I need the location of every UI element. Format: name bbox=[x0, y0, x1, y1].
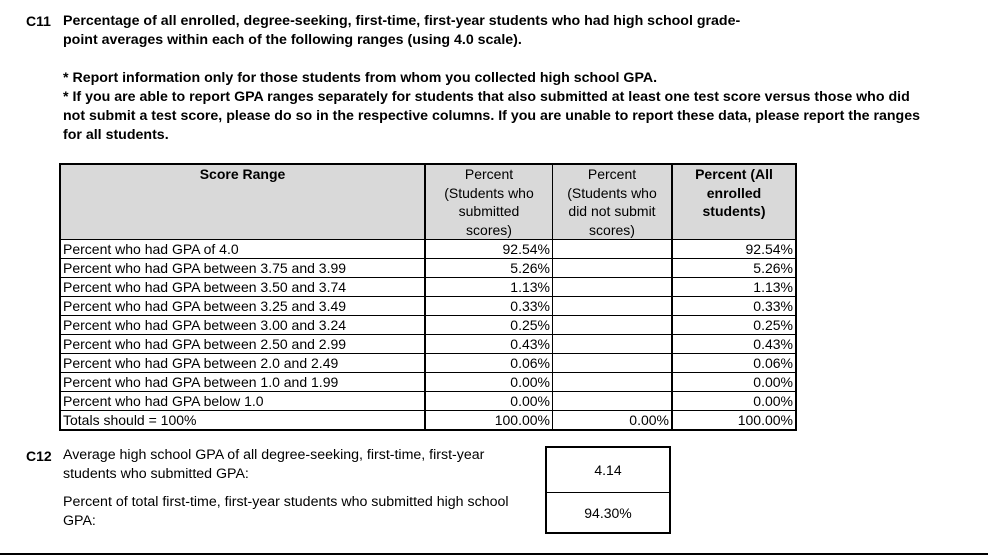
cell-all: 0.06% bbox=[672, 354, 796, 373]
cell-not-submitted bbox=[553, 354, 673, 373]
row-label: Percent who had GPA between 1.0 and 1.99 bbox=[60, 373, 425, 392]
row-label: Percent who had GPA between 3.50 and 3.74 bbox=[60, 278, 425, 297]
row-label: Totals should = 100% bbox=[60, 411, 425, 431]
cell-all: 100.00% bbox=[672, 411, 796, 431]
cell-all: 92.54% bbox=[672, 240, 796, 259]
header-all-students: Percent (All enrolled students) bbox=[672, 164, 796, 240]
section-code-c11: C11 bbox=[26, 13, 51, 29]
cell-not-submitted: 0.00% bbox=[553, 411, 673, 431]
row-label: Percent who had GPA between 3.25 and 3.49 bbox=[60, 297, 425, 316]
table-row-totals bbox=[60, 411, 796, 431]
avg-gpa-value: 4.14 bbox=[594, 462, 622, 478]
table-row bbox=[60, 259, 796, 278]
cell-not-submitted bbox=[553, 259, 673, 278]
c12-avg-line2: students who submitted GPA: bbox=[63, 466, 249, 482]
table-row bbox=[60, 354, 796, 373]
header-score-range: Score Range bbox=[60, 164, 425, 240]
cell-submitted: 0.00% bbox=[425, 373, 553, 392]
table-row bbox=[60, 335, 796, 354]
cell-submitted: 0.33% bbox=[425, 297, 553, 316]
table-header-row bbox=[60, 164, 796, 240]
c11-note2-line3: for all students. bbox=[63, 127, 169, 143]
cell-not-submitted bbox=[553, 297, 673, 316]
header-not-submitted: Percent (Students who did not submit scores) bbox=[553, 164, 673, 240]
c12-pct-line2: GPA: bbox=[63, 513, 96, 529]
cell-all: 0.33% bbox=[672, 297, 796, 316]
cell-not-submitted bbox=[553, 316, 673, 335]
cell-all: 0.00% bbox=[672, 373, 796, 392]
cell-all: 0.25% bbox=[672, 316, 796, 335]
cell-submitted: 100.00% bbox=[425, 411, 553, 431]
table-row bbox=[60, 392, 796, 411]
cell-submitted: 5.26% bbox=[425, 259, 553, 278]
row-label: Percent who had GPA between 2.0 and 2.49 bbox=[60, 354, 425, 373]
cell-all: 1.13% bbox=[672, 278, 796, 297]
row-label: Percent who had GPA of 4.0 bbox=[60, 240, 425, 259]
cell-submitted: 1.13% bbox=[425, 278, 553, 297]
cell-not-submitted bbox=[553, 392, 673, 411]
table-row bbox=[60, 278, 796, 297]
c11-note2-line2: not submit a test score, please do so in the respective columns. If you are unable to report these data, please report the ranges bbox=[63, 108, 920, 124]
cell-not-submitted bbox=[553, 335, 673, 354]
c11-note1: * Report information only for those students from whom you collected high school GPA. bbox=[63, 70, 658, 86]
cell-all: 5.26% bbox=[672, 259, 796, 278]
table-row bbox=[60, 297, 796, 316]
cell-all: 0.00% bbox=[672, 392, 796, 411]
pct-submitted-value: 94.30% bbox=[547, 492, 669, 532]
cell-submitted: 0.25% bbox=[425, 316, 553, 335]
row-label: Percent who had GPA between 3.00 and 3.24 bbox=[60, 316, 425, 335]
gpa-range-table bbox=[59, 163, 797, 431]
c12-avg-line1: Average high school GPA of all degree-seeking, first-time, first-year bbox=[63, 447, 485, 463]
row-label: Percent who had GPA between 3.75 and 3.99 bbox=[60, 259, 425, 278]
section-code-c12: C12 bbox=[26, 448, 52, 464]
cell-submitted: 0.06% bbox=[425, 354, 553, 373]
cell-not-submitted bbox=[553, 373, 673, 392]
c11-note2-line1: * If you are able to report GPA ranges separately for students that also submitted at least one test score versus those who did bbox=[63, 89, 910, 105]
table-row bbox=[60, 316, 796, 335]
table-row bbox=[60, 240, 796, 259]
header-submitted: Percent (Students who submitted scores) bbox=[425, 164, 553, 240]
cell-submitted: 92.54% bbox=[425, 240, 553, 259]
c12-value-boxes bbox=[545, 446, 671, 534]
cell-submitted: 0.00% bbox=[425, 392, 553, 411]
table-row bbox=[60, 373, 796, 392]
cell-all: 0.43% bbox=[672, 335, 796, 354]
c11-title-line2: point averages within each of the following ranges (using 4.0 scale). bbox=[63, 32, 522, 48]
c11-title-line1: Percentage of all enrolled, degree-seeking, first-time, first-year students who had high school grade- bbox=[63, 13, 741, 29]
row-label: Percent who had GPA below 1.0 bbox=[60, 392, 425, 411]
cell-not-submitted bbox=[553, 240, 673, 259]
row-label: Percent who had GPA between 2.50 and 2.99 bbox=[60, 335, 425, 354]
c12-pct-line1: Percent of total first-time, first-year students who submitted high school bbox=[63, 494, 509, 510]
cell-not-submitted bbox=[553, 278, 673, 297]
cell-submitted: 0.43% bbox=[425, 335, 553, 354]
